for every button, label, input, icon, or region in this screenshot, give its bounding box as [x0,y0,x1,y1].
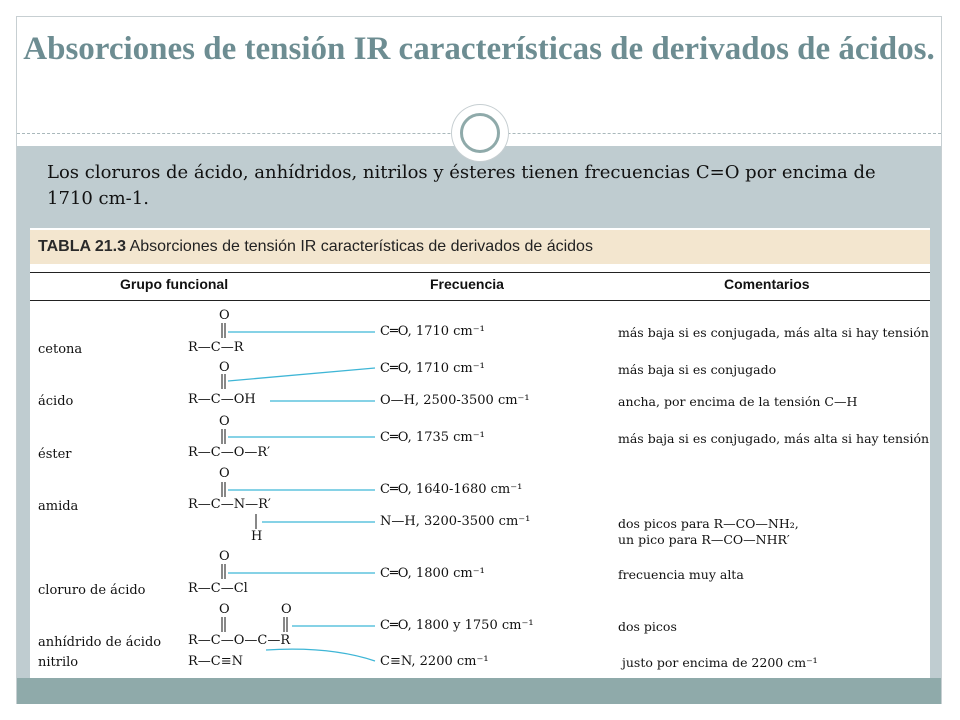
comment-acido-2: ancha, por encima de la tensión C—H [618,394,858,409]
freq-acido-oh: O—H, 2500-3500 cm⁻¹ [380,393,530,408]
row-name-ester: éster [38,447,72,462]
freq-anhidrido: C═O, 1800 y 1750 cm⁻¹ [380,618,534,633]
structure-cloruro: R—C—Cl [188,581,248,596]
link-lines [30,228,930,678]
structure-anhidrido: R—C—O—C—R [188,633,291,648]
freq-nitrilo: C≡N, 2200 cm⁻¹ [380,654,489,669]
amida-h: H [251,529,263,544]
carbonyl-o-2: O [281,602,292,617]
freq-cloruro: C═O, 1800 cm⁻¹ [380,566,485,581]
ring-ornament-icon [460,113,500,153]
link-acido-co [228,368,375,381]
row-name-acido: ácido [38,394,74,409]
carbonyl-o: O [219,466,230,481]
comment-cloruro: frecuencia muy alta [618,567,744,582]
comment-amida-1: dos picos para R—CO—NH₂, [618,516,799,531]
freq-acido-co: C═O, 1710 cm⁻¹ [380,361,485,376]
comment-amida-2: un pico para R—CO—NHR′ [618,532,790,547]
table-label: TABLA 21.3 [38,238,127,255]
carbonyl-o: O [219,308,230,323]
header-comments: Comentarios [724,276,810,292]
header-group: Grupo funcional [120,276,229,292]
carbonyl-o: O [219,360,230,375]
bottom-band [17,678,941,704]
link-nitrilo [266,649,375,661]
structure-amida: R—C—N—R′ [188,497,271,512]
header-freq: Frecuencia [430,276,504,292]
freq-amida-nh: N—H, 3200-3500 cm⁻¹ [380,514,531,529]
freq-cetona: C═O, 1710 cm⁻¹ [380,324,485,339]
comment-anhidrido: dos picos [618,619,677,634]
intro-text [47,160,907,212]
intro-text-content: Los cloruros de ácido, anhídridos, nitrilos y ésteres tienen frecuencias C=O por encima de 1710 cm-1. [47,162,876,209]
structure-ester: R—C—O—R′ [188,445,271,460]
row-name-cetona: cetona [38,342,83,357]
ir-table [30,228,930,678]
row-name-amida: amida [38,499,79,514]
comment-ester: más baja si es conjugado, más alta si hay tensión [618,431,930,446]
freq-ester: C═O, 1735 cm⁻¹ [380,430,485,445]
table-caption-text: Absorciones de tensión IR características de derivados de ácidos [129,238,593,255]
comment-nitrilo: justo por encima de 2200 cm⁻¹ [622,655,818,670]
row-name-nitrilo: nitrilo [38,655,79,670]
row-name-anhidrido: anhídrido de ácido [38,635,162,650]
row-name-cloruro: cloruro de ácido [38,583,146,598]
carbonyl-o: O [219,414,230,429]
carbonyl-o: O [219,602,230,617]
comment-acido-1: más baja si es conjugado [618,362,777,377]
structure-acido: R—C—OH [188,392,256,407]
structure-cetona: R—C—R [188,340,244,355]
structure-nitrilo: R—C≡N [188,654,244,669]
carbonyl-o: O [219,549,230,564]
freq-amida-co: C═O, 1640-1680 cm⁻¹ [380,482,523,497]
comment-cetona: más baja si es conjugada, más alta si hay tensión [618,325,929,340]
slide-title: Absorciones de tensión IR características de derivados de ácidos. [23,31,935,67]
